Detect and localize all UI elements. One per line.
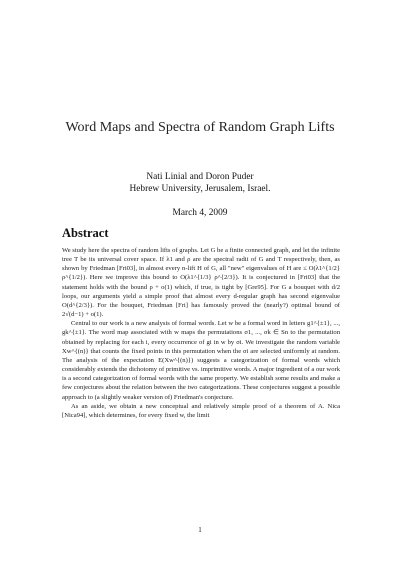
abstract-paragraph-2: Central to our work is a new analysis of formal words. Let w be a formal word in letters g1^{±1}, ..., gk^{±1}. The word map associated with w maps the permutations σ1, ..., σk ∈ Sn to the permutation obtained by replacing for each i, every occurrence of gi in w by σi. We investigate the random variable Xw^{(n)} that counts the fixed points in this permutation when the σi are selected uniformly at random. The analysis of the expectation E(Xw^{(n)}) suggests a categorization of formal words which considerably extends the dichotomy of primitive vs. imprimitive words. A major ingredient of a our work is a second categorization of formal words with the same property. We establish some results and make a few conjectures about the relation between the two categorizations. These conjectures suggest a possible approach to (a slightly weaker version of) Friedman's conjecture. [62, 320, 340, 401]
affiliation: Hebrew University, Jerusalem, Israel. [129, 184, 271, 194]
abstract-paragraph-1: We study here the spectra of random lifts of graphs. Let G be a finite connected graph, and let the infinite tree T be its universal cover space. If λ1 and ρ are the spectral radii of G and T respectively, then, as shown by Friedman [Fri03], in almost every n-lift H of G, all "new" eigenvalues of H are ≤ O(λ1^{1/2} ρ^{1/2}). Here we improve this bound to O(λ1^{1/3} ρ^{2/3}). It is conjectured in [Fri03] that the statement holds with the bound ρ + o(1) which, if true, is tight by [Gre95]. For G a bouquet with d/2 loops, our arguments yield a simple proof that almost every d-regular graph has second eigenvalue O(d^{2/3}). For the bouquet, Friedman [Fri] has famously proved the (nearly?) optimal bound of 2√(d−1) + o(1). [62, 247, 340, 319]
page-number: 1 [198, 526, 202, 534]
abstract-body [62, 246, 340, 420]
abstract-paragraph-3: As an aside, we obtain a new conceptual and relatively simple proof of a theorem of A. Nica [Nica94], which determines, for every fixed w, the limit [62, 402, 340, 419]
abstract-heading: Abstract [62, 226, 109, 240]
paper-title: Word Maps and Spectra of Random Graph Lifts [65, 120, 335, 135]
authors: Nati Linial and Doron Puder [146, 172, 254, 182]
date: March 4, 2009 [172, 208, 228, 218]
